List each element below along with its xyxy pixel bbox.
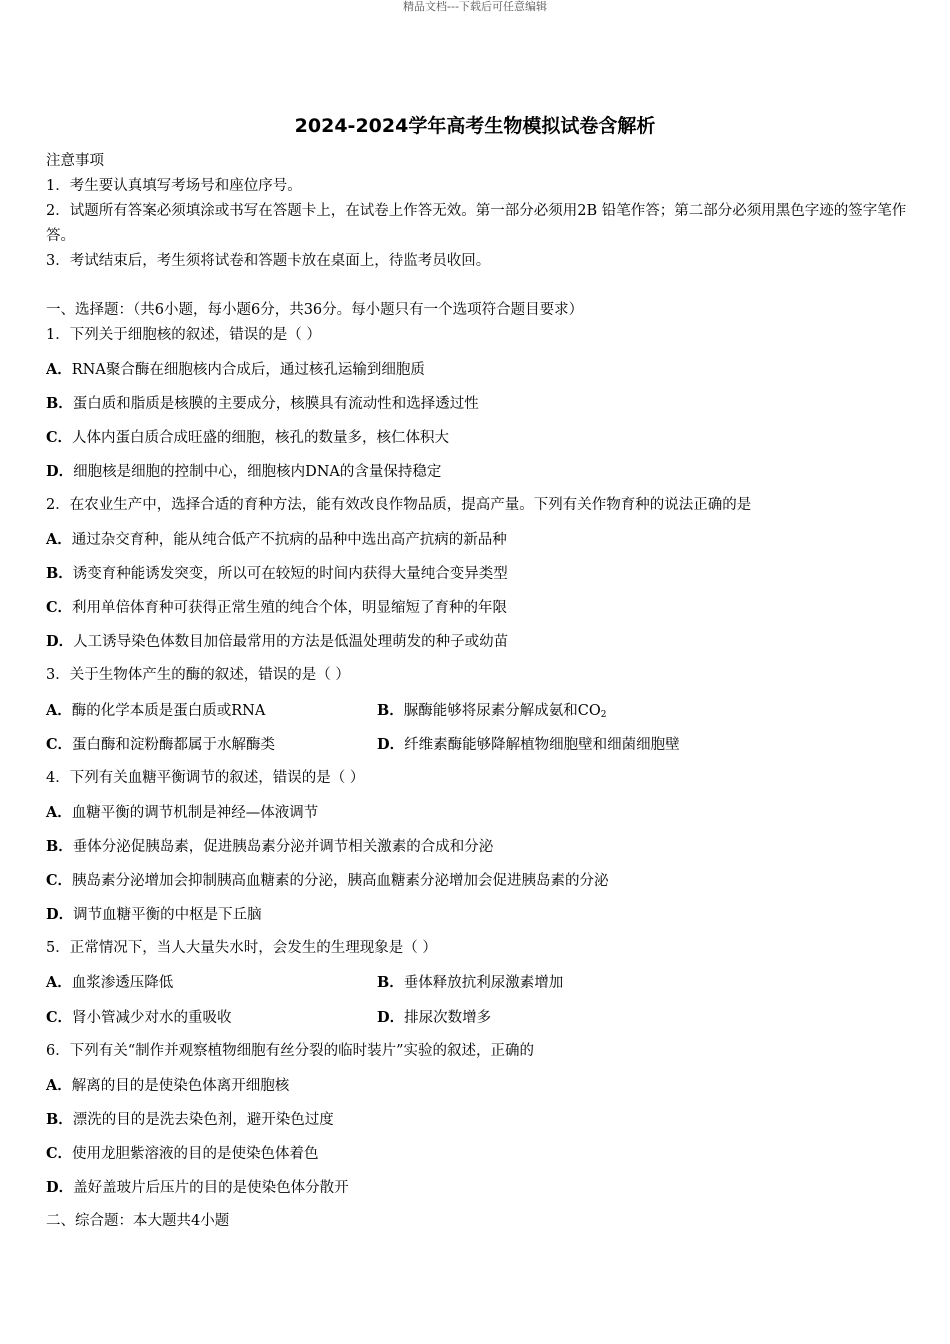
option-label: B． xyxy=(46,1111,73,1128)
subscript: 2 xyxy=(600,710,607,720)
q4-option-b xyxy=(46,834,910,860)
q5-option-a xyxy=(46,975,173,991)
option-text: 人体内蛋白质合成旺盛的细胞，核孔的数量多，核仁体积大 xyxy=(72,430,450,446)
q2-option-c xyxy=(46,595,910,621)
option-text: 脲酶能够将尿素分解成氨和CO xyxy=(403,703,601,719)
option-text: 人工诱导染色体数目加倍最常用的方法是低温处理萌发的种子或幼苗 xyxy=(73,634,509,650)
option-label: B． xyxy=(377,702,404,719)
q3-option-c xyxy=(46,737,275,753)
q5-option-d xyxy=(377,1005,491,1031)
option-text: 酶的化学本质是蛋白质或RNA xyxy=(71,703,266,719)
option-text: 血糖平衡的调节机制是神经—体液调节 xyxy=(71,805,319,821)
section-2-heading: 二、综合题：本大题共4小题 xyxy=(46,1213,230,1229)
option-text: 排尿次数增多 xyxy=(404,1010,492,1026)
option-text: 蛋白质和脂质是核膜的主要成分，核膜具有流动性和选择透过性 xyxy=(72,396,479,412)
notice-item-1: 1．考生要认真填写考场号和座位序号。 xyxy=(46,178,302,194)
option-text: 蛋白酶和淀粉酶都属于水解酶类 xyxy=(72,737,276,753)
q5-option-b xyxy=(377,970,563,996)
option-label: A． xyxy=(46,1077,72,1094)
q1-option-c xyxy=(46,425,910,451)
option-label: D． xyxy=(46,633,74,650)
option-text: 漂洗的目的是洗去染色剂，避开染色过度 xyxy=(72,1112,334,1128)
option-label: A． xyxy=(46,804,72,821)
q6-option-a xyxy=(46,1073,910,1099)
option-label: D． xyxy=(46,906,74,923)
option-text: 利用单倍体育种可获得正常生殖的纯合个体，明显缩短了育种的年限 xyxy=(72,600,508,616)
option-label: B． xyxy=(46,395,73,412)
q2-option-a xyxy=(46,527,910,553)
q1-option-d xyxy=(46,459,910,485)
option-text: 诱变育种能诱发突变，所以可在较短的时间内获得大量纯合变异类型 xyxy=(72,566,508,582)
page-header: 精品文档---下载后可任意编辑 xyxy=(403,0,547,13)
notice-item-3: 3．考试结束后，考生须将试卷和答题卡放在桌面上，待监考员收回。 xyxy=(46,253,491,269)
exam-title: 2024-2024学年高考生物模拟试卷含解析 xyxy=(294,115,656,137)
option-label: C． xyxy=(46,1145,73,1162)
q4-stem: 4．下列有关血糖平衡调节的叙述，错误的是（ ） xyxy=(46,770,365,786)
option-label: A． xyxy=(46,974,72,991)
option-label: B． xyxy=(46,565,73,582)
q6-stem: 6．下列有关“制作并观察植物细胞有丝分裂的临时装片”实验的叙述，正确的 xyxy=(46,1043,535,1059)
option-text: 使用龙胆紫溶液的目的是使染色体着色 xyxy=(72,1146,319,1162)
option-label: D． xyxy=(46,1179,74,1196)
option-text: 胰岛素分泌增加会抑制胰高血糖素的分泌，胰高血糖素分泌增加会促进胰岛素的分泌 xyxy=(72,873,609,889)
q6-option-c xyxy=(46,1141,910,1167)
q6-option-b xyxy=(46,1107,910,1133)
q3-stem: 3．关于生物体产生的酶的叙述，错误的是（ ） xyxy=(46,667,350,683)
option-text: 血浆渗透压降低 xyxy=(71,975,174,991)
q2-option-d xyxy=(46,629,910,655)
q4-option-c xyxy=(46,868,910,894)
option-label: A． xyxy=(46,531,72,548)
q5-stem: 5．正常情况下，当人大量失水时，会发生的生理现象是（ ） xyxy=(46,940,437,956)
q2-option-b xyxy=(46,561,910,587)
section-1-heading: 一、选择题：（共6小题，每小题6分，共36分。每小题只有一个选项符合题目要求） xyxy=(46,302,584,318)
option-text: 解离的目的是使染色体离开细胞核 xyxy=(71,1078,290,1094)
option-text: 肾小管减少对水的重吸收 xyxy=(72,1010,232,1026)
option-label: B． xyxy=(46,838,73,855)
option-text: 细胞核是细胞的控制中心，细胞核内DNA的含量保持稳定 xyxy=(73,464,442,480)
q4-option-a xyxy=(46,800,910,826)
option-text: 通过杂交育种，能从纯合低产不抗病的品种中选出高产抗病的新品种 xyxy=(71,532,507,548)
q3-option-b xyxy=(377,698,606,724)
q3-option-d xyxy=(377,732,680,758)
option-label: C． xyxy=(46,599,73,616)
q2-stem: 2．在农业生产中，选择合适的育种方法，能有效改良作物品质，提高产量。下列有关作物育种的说法正确的是 xyxy=(46,497,752,513)
notice-item-2: 2．试题所有答案必须填涂或书写在答题卡上，在试卷上作答无效。第一部分必须用2B 铅笔作答；第二部分必须用黑色字迹的签字笔作答。 xyxy=(46,203,907,244)
q5-options-row-1 xyxy=(46,970,910,996)
notice-heading: 注意事项 xyxy=(46,153,104,169)
q5-options-row-2 xyxy=(46,1005,910,1031)
option-text: 调节血糖平衡的中枢是下丘脑 xyxy=(73,907,262,923)
q3-options-row-2 xyxy=(46,732,910,758)
q1-stem: 1．下列关于细胞核的叙述，错误的是（ ） xyxy=(46,327,321,343)
option-label: D． xyxy=(46,463,74,480)
option-text: RNA聚合酶在细胞核内合成后，通过核孔运输到细胞质 xyxy=(71,362,425,378)
option-label: C． xyxy=(46,872,73,889)
option-label: C． xyxy=(46,1009,73,1026)
q4-option-d xyxy=(46,902,910,928)
option-label: D． xyxy=(377,1009,405,1026)
option-label: B． xyxy=(377,974,404,991)
q1-option-a xyxy=(46,357,910,383)
option-label: C． xyxy=(46,736,73,753)
option-label: D． xyxy=(377,736,405,753)
q3-options-row-1 xyxy=(46,698,910,724)
option-label: A． xyxy=(46,702,72,719)
option-label: C． xyxy=(46,429,73,446)
option-text: 垂体释放抗利尿激素增加 xyxy=(403,975,564,991)
option-text: 盖好盖玻片后压片的目的是使染色体分散开 xyxy=(73,1180,349,1196)
option-text: 纤维素酶能够降解植物细胞壁和细菌细胞壁 xyxy=(404,737,680,753)
option-text: 垂体分泌促胰岛素，促进胰岛素分泌并调节相关激素的合成和分泌 xyxy=(72,839,494,855)
q5-option-c xyxy=(46,1010,232,1026)
option-label: A． xyxy=(46,361,72,378)
q1-option-b xyxy=(46,391,910,417)
q6-option-d xyxy=(46,1175,910,1201)
q3-option-a xyxy=(46,703,265,719)
